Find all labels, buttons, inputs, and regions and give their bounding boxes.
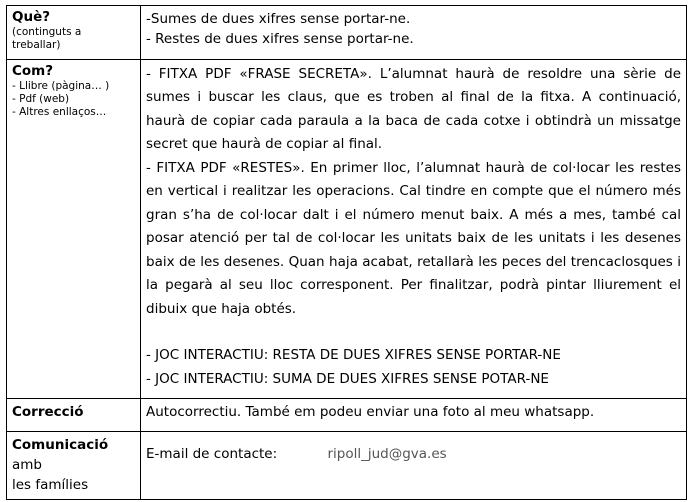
label-comunicacio-bold: Comunicació: [12, 437, 109, 454]
row-correccio: [7, 398, 687, 431]
content-que-1: -Sumes de dues xifres sense portar-ne.: [146, 11, 411, 27]
content-cell-que: [141, 6, 687, 60]
label-cell-com: [7, 59, 141, 398]
paragraph-frase-secreta: - FITXA PDF «FRASE SECRETA». L’alumnat haurà de resoldre una sèrie de sumes i buscar les claus, que es troben al final de la fitxa. A continuació, haurà de copiar cada paraula a la baca de cada cotxe i obtindrà un missatge secret que haurà de copiar al final.: [146, 65, 681, 153]
content-cell-correccio: [141, 398, 687, 431]
paragraph-restes: - FITXA PDF «RESTES». En primer lloc, l’alumnat haurà de col·locar les restes en vertical i realitzar les operacions. Cal tindre en compte que el número més gran s’ha de col·locar dalt i el número menut baix. A més a mes, també cal posar atenció per tal de col·locar les unitats baix de les unitats i les desenes baix de les desenes. Quan haja acabat, retallarà les peces del trencaclosques i la pegarà al seu lloc corresponent. Per finalitzar, podrà pintar lliurement el dibuix que haja obtés.: [146, 159, 681, 317]
sublabel-com-1: - Llibre (pàgina… ): [12, 79, 110, 92]
label-que: Què?: [12, 9, 51, 25]
label-comunicacio-rest: amb: [12, 457, 42, 474]
content-correccio: Autocorrectiu. També em podeu enviar una foto al meu whatsapp.: [146, 403, 595, 420]
content-cell-com: [141, 59, 687, 398]
link-joc-resta[interactable]: - JOC INTERACTIU: RESTA DE DUES XIFRES SENSE PORTAR-NE: [146, 347, 561, 364]
sublabel-com-3: - Altres enllaços…: [12, 105, 107, 118]
label-comunicacio: [12, 435, 135, 475]
email-row: [146, 435, 681, 464]
label-cell-correccio: [7, 398, 141, 431]
sublabel-que-2: treballar): [12, 39, 61, 51]
label-correccio: Correcció: [12, 403, 84, 420]
email-label: E-mail de contacte:: [146, 446, 278, 463]
header-fragment: [300, 0, 370, 4]
content-cell-comunicacio: [141, 432, 687, 500]
label-cell-que: [7, 6, 141, 60]
sublabel-que-1: (continguts a: [12, 26, 82, 38]
lesson-plan-table: [6, 5, 687, 500]
email-address[interactable]: ripoll_jud@gva.es: [327, 446, 447, 463]
label-com: Com?: [12, 62, 54, 79]
label-comunicacio-line2: les famílies: [12, 477, 89, 494]
link-joc-suma[interactable]: - JOC INTERACTIU: SUMA DE DUES XIFRES SENSE POTAR-NE: [146, 370, 549, 387]
sublabel-com-2: - Pdf (web): [12, 92, 70, 105]
content-que-2: - Restes de dues xifres sense portar-ne.: [146, 31, 414, 47]
row-com: [7, 59, 687, 398]
label-cell-comunicacio: [7, 432, 141, 500]
row-comunicacio: [7, 432, 687, 500]
row-que: [7, 6, 687, 60]
